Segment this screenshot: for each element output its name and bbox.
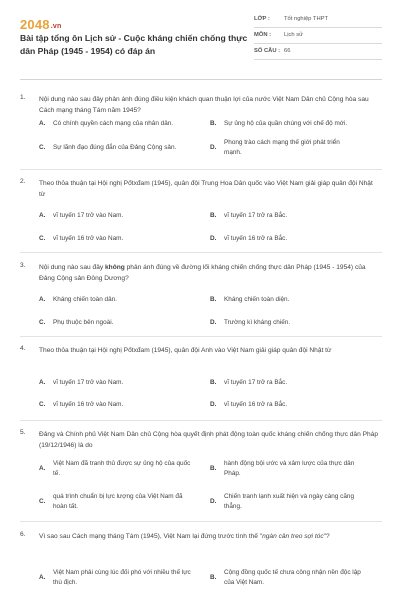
question-text: Đảng và Chính phủ Việt Nam Dân chủ Cộng hòa quyết định phát động toàn quốc kháng chiến chống thực dân Pháp (19/12/1946) là do xyxy=(39,431,378,449)
option-text: hành động bội ước và xâm lược của thực dân Pháp. xyxy=(224,460,355,477)
question-text-part: phản ánh đúng về đường lối kháng chiến chống thực dân Pháp (1945 - 1954) của Đảng Cộng sản Đông Dương? xyxy=(39,264,366,282)
option-text: vĩ tuyến 16 trở vào Nam. xyxy=(53,235,124,242)
option-letter: D. xyxy=(210,144,217,151)
question-text-part: Nội dung nào sau đây xyxy=(39,264,105,271)
document-header xyxy=(0,0,400,74)
option-text: Phong trào cách mạng thế giới phát triển mạnh. xyxy=(224,139,340,156)
meta-row-class xyxy=(254,13,382,28)
question-text: Nội dung nào sau đây phản ánh đúng điều kiện khách quan thuận lợi của nước Việt Nam Dân chủ Cộng hòa sau Cách mạng tháng Tám năm 1945? xyxy=(39,96,369,114)
option-text: vĩ tuyến 16 trở ra Bắc. xyxy=(224,235,288,242)
option-letter: B. xyxy=(210,212,217,219)
question-divider xyxy=(20,420,382,421)
option-letter: D. xyxy=(210,235,217,242)
option-letter: C. xyxy=(39,319,46,326)
option-letter: B. xyxy=(210,465,217,472)
question-number: 2. xyxy=(20,178,26,185)
option-letter: A. xyxy=(39,120,46,127)
logo-suffix: .vn xyxy=(50,23,62,30)
question-divider xyxy=(20,252,382,253)
option-text: quá trình chuẩn bị lực lượng của Việt Nam đã hoàn tất. xyxy=(53,493,183,510)
question-text-part: Vì sao sau Cách mạng tháng Tám (1945), Việt Nam lại đứng trước tình thế " xyxy=(39,533,263,540)
option-text: vĩ tuyến 16 trở vào Nam. xyxy=(53,401,124,408)
option-letter: B. xyxy=(210,574,217,581)
meta-value: Tốt nghiệp THPT xyxy=(284,16,329,22)
option-text: Trường kì kháng chiến. xyxy=(224,319,291,326)
option-text: vĩ tuyến 17 trở ra Bắc. xyxy=(224,379,288,386)
option-text: Việt Nam đã tranh thủ được sự ủng hộ của quốc tế. xyxy=(53,460,191,477)
question-divider xyxy=(20,169,382,170)
question-number: 1. xyxy=(20,94,26,101)
header-divider xyxy=(20,79,382,80)
question-number: 5. xyxy=(20,429,26,436)
option-letter: D. xyxy=(210,319,217,326)
option-text: Kháng chiến toàn dân. xyxy=(53,296,117,303)
option-letter: D. xyxy=(210,498,217,505)
question-text: Theo thỏa thuận tại Hội nghị Pốtxđam (1945), quân đội Trung Hoa Dân quốc vào Việt Nam giải giáp quân đội Nhật từ xyxy=(39,180,373,198)
option-letter: B. xyxy=(210,120,217,127)
meta-row-subject xyxy=(254,29,382,44)
question-text-part: "? xyxy=(323,533,330,540)
option-text: Sự lãnh đạo đúng đắn của Đảng Cộng sản. xyxy=(53,144,177,151)
meta-key: LỚP : xyxy=(254,16,270,22)
option-text: Kháng chiến toàn diện. xyxy=(224,296,290,303)
question-text-emphasis: không xyxy=(105,264,125,271)
logo-main: 2048 xyxy=(20,17,50,32)
meta-value: Lịch sử xyxy=(284,32,304,38)
option-letter: A. xyxy=(39,574,46,581)
meta-table xyxy=(254,13,382,61)
option-letter: A. xyxy=(39,465,46,472)
question-text xyxy=(39,531,379,542)
option-text: Chiến tranh lạnh xuất hiện và ngày càng căng thẳng. xyxy=(224,493,355,510)
question-number: 3. xyxy=(20,262,26,269)
option-letter: D. xyxy=(210,401,217,408)
site-logo[interactable] xyxy=(20,17,61,32)
option-text: Sự ủng hộ của quần chúng với chế độ mới. xyxy=(224,120,348,127)
option-text: Cộng đồng quốc tế chưa công nhận nền độc lập của Việt Nam. xyxy=(224,569,361,586)
option-letter: C. xyxy=(39,498,46,505)
option-text: vĩ tuyến 17 trở vào Nam. xyxy=(53,379,124,386)
question-number: 6. xyxy=(20,531,26,538)
meta-key: MÔN : xyxy=(254,32,272,38)
question-text: Theo thỏa thuận tại Hội nghị Pốtxđam (1945), quân đội Anh vào Việt Nam giải giáp quân đội Nhật từ xyxy=(39,347,332,354)
option-text: Việt Nam phải cùng lúc đối phó với nhiều thế lực thù địch. xyxy=(53,569,191,586)
question-text xyxy=(39,262,379,284)
question-divider xyxy=(20,521,382,522)
option-text: vĩ tuyến 17 trở ra Bắc. xyxy=(224,212,288,219)
question-number: 4. xyxy=(20,345,26,352)
meta-value: 66 xyxy=(284,48,291,54)
option-letter: A. xyxy=(39,212,46,219)
meta-row-count xyxy=(254,45,382,60)
option-letter: C. xyxy=(39,401,46,408)
option-letter: B. xyxy=(210,296,217,303)
option-text: Phụ thuộc bên ngoài. xyxy=(53,319,114,326)
option-text: Có chính quyền cách mạng của nhân dân. xyxy=(53,120,174,127)
meta-key: SỐ CÂU : xyxy=(254,48,281,54)
option-text: vĩ tuyến 17 trở vào Nam. xyxy=(53,212,124,219)
page-title: Bài tập tổng ôn Lịch sử - Cuộc kháng chiến chống thực dân Pháp (1945 - 1954) có đáp án xyxy=(20,33,248,56)
question-text-emphasis: ngàn cân treo sợi tóc xyxy=(262,533,324,540)
option-letter: B. xyxy=(210,379,217,386)
option-letter: C. xyxy=(39,235,46,242)
option-letter: C. xyxy=(39,144,46,151)
option-text: vĩ tuyến 16 trở ra Bắc. xyxy=(224,401,288,408)
option-letter: A. xyxy=(39,379,46,386)
option-letter: A. xyxy=(39,296,46,303)
question-divider xyxy=(20,336,382,337)
